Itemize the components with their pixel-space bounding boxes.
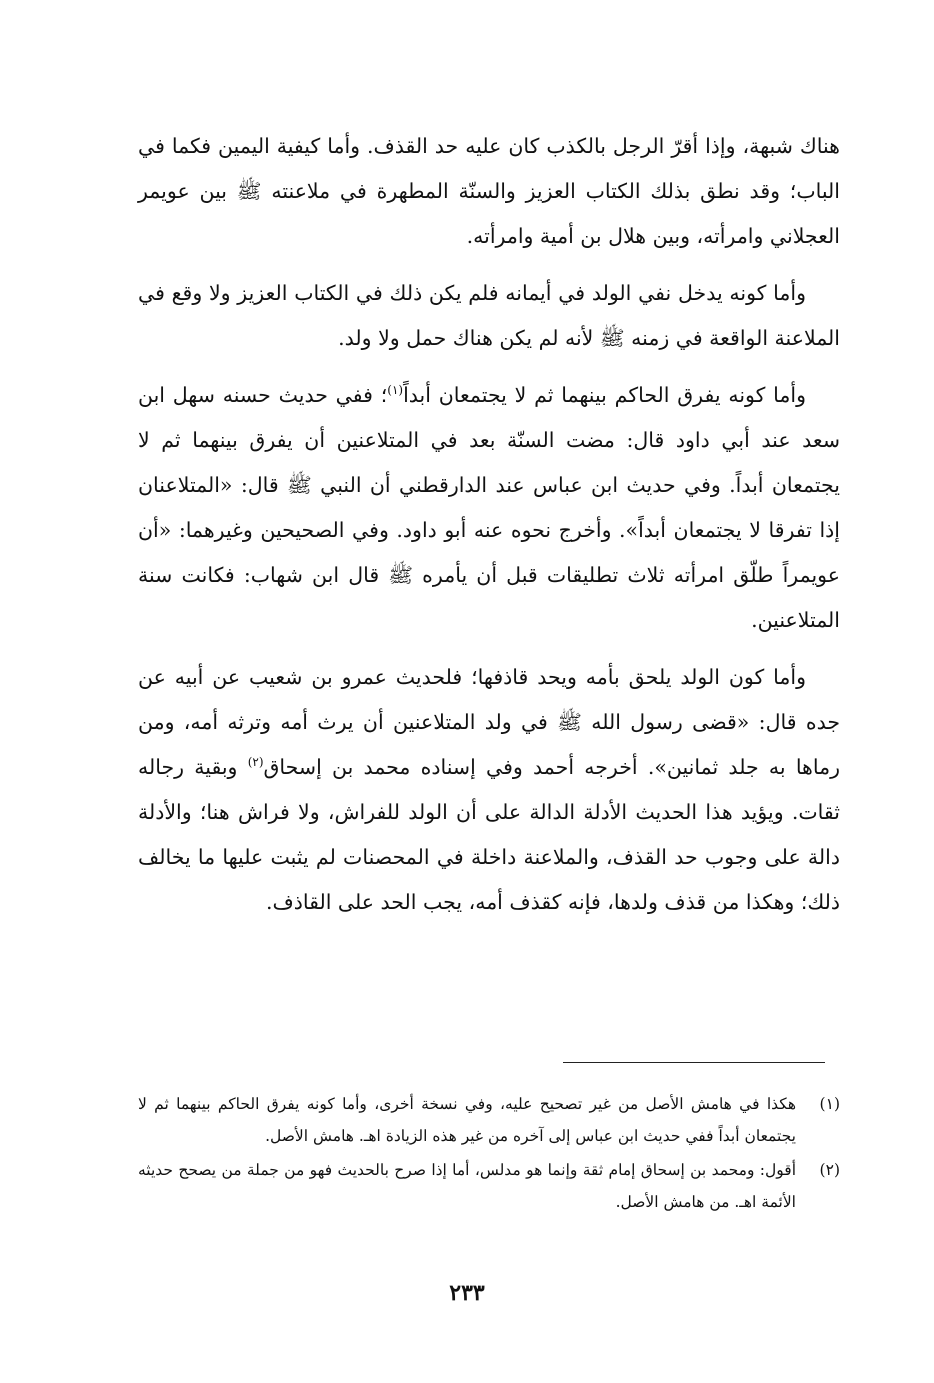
main-text bbox=[138, 124, 840, 925]
paragraph-2: وأما كونه يدخل نفي الولد في أيمانه فلم يكن ذلك في الكتاب العزيز ولا وقع في الملاعنة الواقعة في زمنه ﷺ لأنه لم يكن هناك حمل ولا ولد. bbox=[138, 281, 840, 350]
page-body bbox=[138, 124, 840, 937]
footnote-2-text: أقول: ومحمد بن إسحاق إمام ثقة وإنما هو مدلس، أما إذا صرح بالحديث فهو من جملة من يصحح حديثه الأئمة اهـ. من هامش الأصل. bbox=[138, 1161, 796, 1211]
paragraph-3 bbox=[138, 373, 840, 643]
footnote-1-marker: (١) bbox=[819, 1095, 840, 1113]
footnote-2 bbox=[138, 1154, 840, 1218]
paragraph-1: هناك شبهة، وإذا أقرّ الرجل بالكذب كان عليه حد القذف. وأما كيفية اليمين فكما في الباب؛ وقد نطق بذلك الكتاب العزيز والسنّة المطهرة في ملاعنته ﷺ بين عويمر العجلاني وامرأته، وبين هلال بن أمية وامرأته. bbox=[138, 134, 840, 248]
footnote-1-text: هكذا في هامش الأصل من غير تصحيح عليه، وفي نسخة أخرى، وأما كونه يفرق الحاكم بينهما ثم لا يجتمعان أبداً ففي حديث ابن عباس إلى آخره من غير هذه الزيادة اهـ. هامش الأصل. bbox=[138, 1095, 796, 1145]
footnote-ref-2[interactable]: (٢) bbox=[247, 755, 264, 770]
footnote-divider bbox=[563, 1062, 825, 1063]
page-number: ٢٣٣ bbox=[449, 1280, 485, 1306]
paragraph-4-part-b: وبقية رجاله ثقات. ويؤيد هذا الحديث الأدلة الدالة على أن الولد للفراش، ولا فراش هنا؛ والأدلة دالة على وجوب حد القذف، والملاعنة داخلة في المحصنات لم يثبت عليها ما يخالف ذلك؛ وهكذا من قذف ولدها، فإنه كقذف أمه، يجب الحد على القاذف. bbox=[138, 755, 840, 914]
paragraph-3-part-b: ؛ ففي حديث حسنه سهل ابن سعد عند أبي داود قال: مضت السنّة بعد في المتلاعنين أن يفرق بينهما ثم لا يجتمعان أبداً. وفي حديث ابن عباس عند الدارقطني أن النبي ﷺ قال: «المتلاعنان إذا تفرقا لا يجتمعان أبداً». وأخرج نحوه عنه أبو داود. وفي الصحيحين وغيرهما: «أن عويمراً طلّق امرأته ثلاث تطليقات قبل أن يأمره ﷺ قال ابن شهاب: فكانت سنة المتلاعنين. bbox=[138, 383, 840, 632]
footnotes bbox=[138, 1088, 840, 1220]
paragraph-4-part-a: وأما كون الولد يلحق بأمه ويحد قاذفها؛ فلحديث عمرو بن شعيب عن أبيه عن جده قال: «قضى رسول الله ﷺ في ولد المتلاعنين أن يرث أمه وترثه أمه، ومن رماها به جلد ثمانين». أخرجه أحمد وفي إسناده محمد بن إسحاق bbox=[138, 665, 840, 779]
footnote-2-marker: (٢) bbox=[819, 1161, 840, 1179]
paragraph-3-part-a: وأما كونه يفرق الحاكم بينهما ثم لا يجتمعان أبداً bbox=[403, 383, 806, 407]
footnote-1 bbox=[138, 1088, 840, 1152]
footnote-ref-1[interactable]: (١) bbox=[387, 383, 404, 398]
paragraph-4 bbox=[138, 655, 840, 925]
